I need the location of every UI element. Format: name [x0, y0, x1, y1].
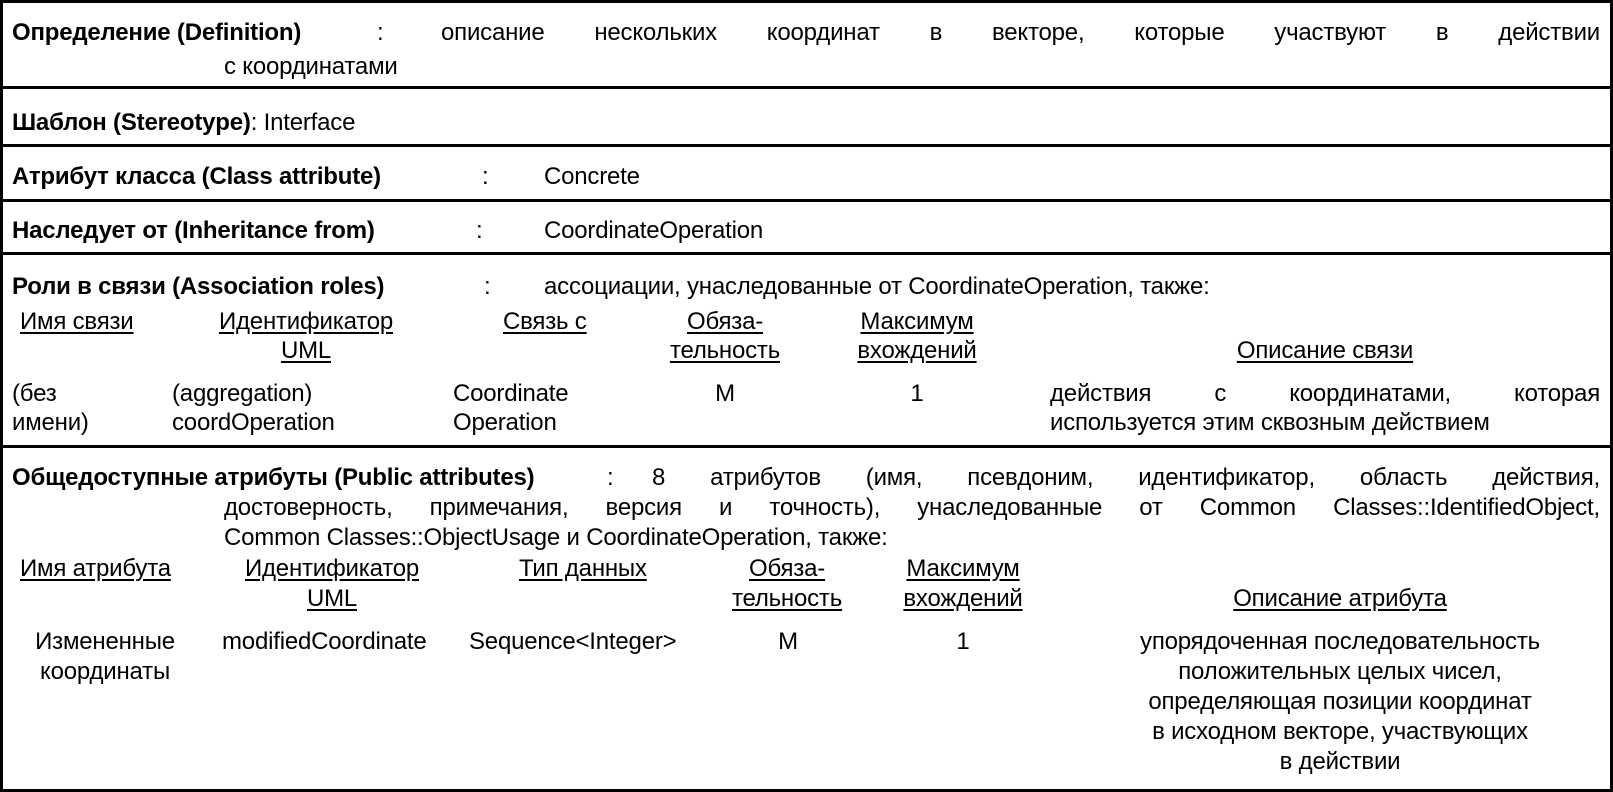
assoc-header-obligation: Обяза-	[686, 308, 764, 335]
attr-row-description: положительных целых чисел,	[1178, 658, 1502, 685]
assoc-header-name: Имя связи	[20, 308, 134, 335]
assoc-row-assoc-with: Coordinate	[453, 380, 569, 407]
stereotype-label: Шаблон (Stereotype)	[12, 109, 251, 136]
assoc-header-uml-2: UML	[280, 337, 332, 364]
attr-header-uml-2: UML	[306, 585, 358, 612]
attr-row-name: Измененные	[35, 628, 175, 655]
association-roles-colon: :	[484, 273, 491, 300]
assoc-row-description-2: используется этим сквозным действием	[1050, 409, 1490, 436]
row-divider	[0, 445, 1613, 448]
attr-row-obligation: M	[778, 628, 798, 655]
row-divider	[0, 252, 1613, 255]
public-attributes-label: Общедоступные атрибуты (Public attributes)	[12, 464, 535, 491]
stereotype-row	[12, 109, 355, 137]
class-attribute-label: Атрибут класса (Class attribute)	[12, 163, 381, 190]
attr-header-description: Описание атрибута	[1233, 585, 1447, 612]
attr-row-max: 1	[956, 628, 970, 655]
attr-row-description: определяющая позиции координат	[1148, 688, 1532, 715]
attr-row-name-2: координаты	[40, 658, 170, 685]
public-attributes-text: 8 атрибутов (имя, псевдоним, идентификатор, область действия,	[652, 464, 1600, 491]
association-roles-label: Роли в связи (Association roles)	[12, 273, 385, 300]
row-divider	[0, 199, 1613, 202]
inheritance-value: CoordinateOperation	[544, 217, 764, 244]
assoc-row-description: действия с координатами, которая	[1050, 380, 1600, 407]
attr-header-obligation-2: тельность	[731, 585, 843, 612]
attr-header-uml: Идентификатор	[244, 555, 420, 582]
attr-row-datatype: Sequence<Integer>	[469, 628, 677, 655]
inheritance-label: Наследует от (Inheritance from)	[12, 217, 375, 244]
row-divider	[0, 86, 1613, 89]
row-divider	[0, 144, 1613, 147]
association-roles-text: ассоциации, унаследованные от CoordinateOperation, также:	[544, 273, 1210, 300]
assoc-row-obligation: M	[715, 380, 735, 407]
assoc-row-uml-2: coordOperation	[172, 409, 335, 436]
attr-row-description: упорядоченная последовательность	[1140, 628, 1540, 655]
definition-colon: :	[377, 19, 384, 46]
assoc-row-name: (без	[12, 380, 57, 407]
attr-header-datatype: Тип данных	[519, 555, 647, 582]
attr-row-uml: modifiedCoordinate	[222, 628, 427, 655]
assoc-header-uml: Идентификатор	[218, 308, 394, 335]
assoc-header-max: Максимум	[860, 308, 974, 335]
attr-row-description: в исходном векторе, участвующих	[1152, 718, 1528, 745]
assoc-row-name-2: имени)	[12, 409, 89, 436]
attr-header-max: Максимум	[906, 555, 1020, 582]
class-attribute-value: Concrete	[544, 163, 640, 190]
inheritance-colon: :	[476, 217, 483, 244]
attr-header-name: Имя атрибута	[20, 555, 171, 582]
assoc-row-uml: (aggregation)	[172, 380, 313, 407]
attr-row-description: в действии	[1279, 748, 1401, 775]
assoc-header-description: Описание связи	[1236, 337, 1414, 364]
assoc-header-assoc-with: Связь с	[503, 308, 587, 335]
definition-label: Определение (Definition)	[12, 19, 302, 46]
public-attributes-text-2: достоверность, примечания, версия и точность), унаследованные от Common Classes::IdentifiedObject,	[224, 494, 1600, 521]
attr-header-obligation: Обяза-	[748, 555, 826, 582]
attr-header-max-2: вхождений	[903, 585, 1023, 612]
assoc-header-max-2: вхождений	[857, 337, 977, 364]
assoc-header-obligation-2: тельность	[669, 337, 781, 364]
definition-text-cont: с координатами	[224, 53, 398, 80]
class-attribute-colon: :	[482, 163, 489, 190]
stereotype-value: : Interface	[250, 109, 356, 136]
assoc-row-assoc-with-2: Operation	[453, 409, 557, 436]
public-attributes-text-3: Common Classes::ObjectUsage и CoordinateOperation, также:	[224, 524, 888, 551]
definition-text: описание нескольких координат в векторе, которые участвуют в действии	[441, 19, 1600, 46]
public-attributes-colon: :	[607, 464, 614, 491]
assoc-row-max: 1	[910, 380, 924, 407]
